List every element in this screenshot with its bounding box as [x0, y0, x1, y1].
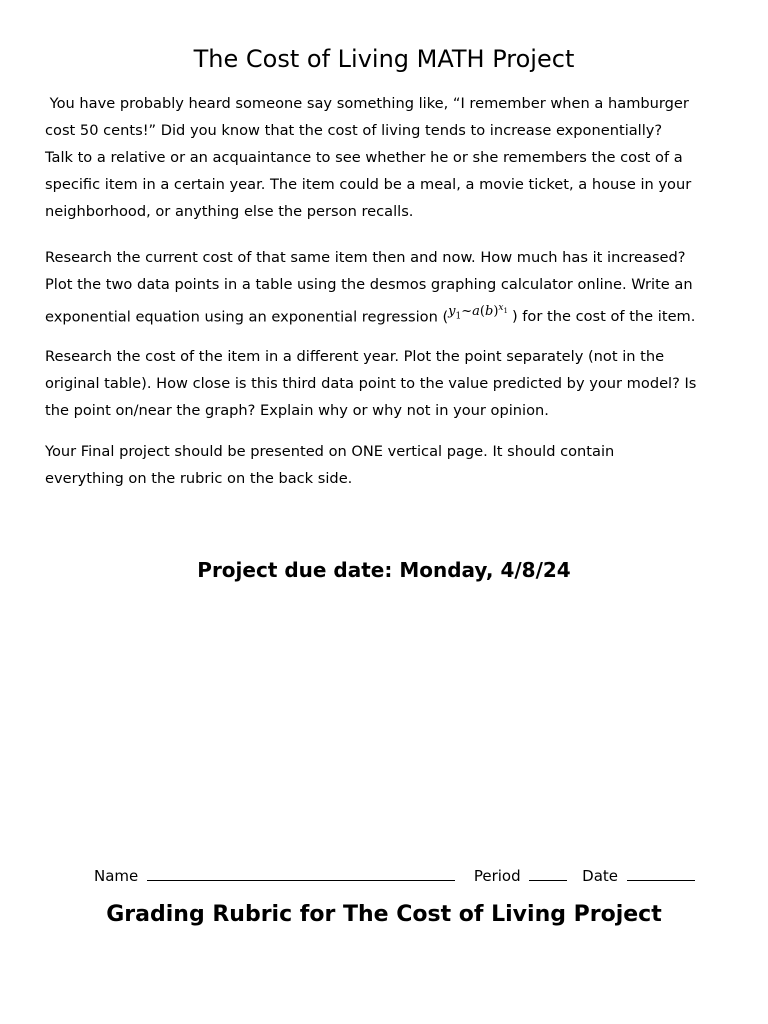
paragraph-line: Research the cost of the item in a different year. Plot the point separately (not in the: [45, 347, 665, 365]
formula-close-paren: ): [493, 304, 499, 320]
paragraph-line: Research the current cost of that same item then and now. How much has it increased?: [45, 249, 686, 266]
paragraph-line: cost 50 cents!” Did you know that the cost of living tends to increase exponentially?: [45, 122, 663, 139]
name-field[interactable]: [147, 866, 455, 881]
paragraph-line: Talk to a relative or an acquaintance to see whether he or she remembers the cost of a: [45, 149, 683, 166]
paragraph-line: everything on the rubric on the back side.: [45, 470, 353, 487]
period-label: Period: [473, 867, 521, 885]
page-title: The Cost of Living MATH Project: [193, 45, 575, 73]
paragraph-line: the point on/near the graph? Explain why or why not in your opinion.: [45, 401, 549, 419]
paragraph-line: Plot the two data points in a table using the desmos graphing calculator online. Write an: [45, 276, 693, 293]
formula-exponent: [498, 303, 508, 313]
due-date-heading: Project due date: Monday, 4/8/24: [197, 558, 571, 582]
name-label: Name: [94, 867, 139, 885]
formula-exponent-x: x: [498, 303, 504, 313]
paragraph-line: specific item in a certain year. The item could be a meal, a movie ticket, a house in your: [45, 176, 692, 193]
formula-exponent-subscript: 1: [503, 306, 508, 315]
formula-lead-text: exponential equation using an exponential regression (: [45, 308, 449, 326]
intro-paragraph: [45, 90, 735, 225]
date-label: Date: [582, 867, 619, 885]
student-info-row: [94, 866, 695, 885]
paragraph-line: neighborhood, or anything else the person recalls.: [45, 203, 414, 220]
formula-open-paren: (: [479, 304, 485, 320]
formula-y-subscript: 1: [455, 311, 462, 322]
final-project-paragraph: [45, 438, 735, 492]
instructions-paragraph: [45, 244, 735, 424]
regression-formula: [448, 303, 508, 322]
paragraph-line-with-formula: [45, 294, 735, 343]
formula-b: b: [485, 304, 494, 320]
formula-tilde: ~: [461, 304, 473, 320]
rubric-heading: Grading Rubric for The Cost of Living Project: [106, 902, 662, 927]
date-field[interactable]: [627, 866, 695, 881]
formula-trail-text: ) for the cost of the item.: [511, 308, 696, 326]
paragraph-line: original table). How close is this third data point to the value predicted by your model? Is: [45, 374, 697, 392]
paragraph-line: Your Final project should be presented on ONE vertical page. It should contain: [45, 443, 615, 460]
period-field[interactable]: [529, 866, 567, 881]
formula-y: y: [448, 304, 456, 320]
paragraph-line: You have probably heard someone say something like, “I remember when a hamburger: [45, 95, 689, 112]
formula-a: a: [472, 304, 480, 320]
